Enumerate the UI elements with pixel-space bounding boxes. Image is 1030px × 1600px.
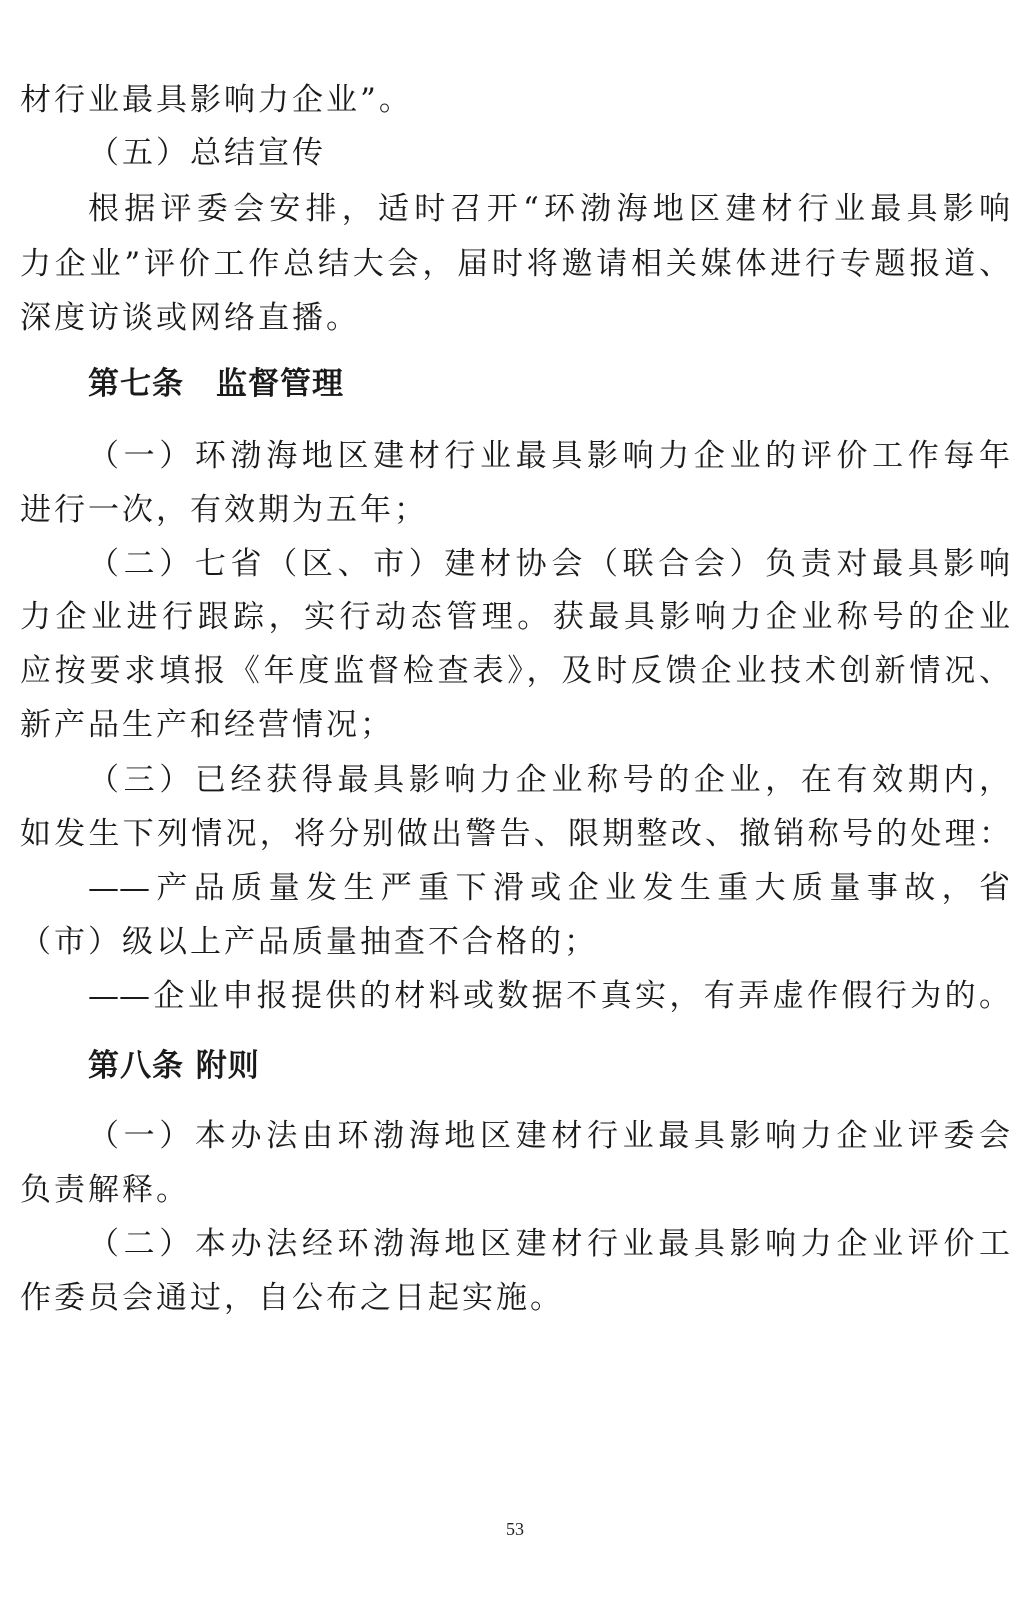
- text-line: （三）已经获得最具影响力企业称号的企业，在有效期内，: [88, 762, 1010, 798]
- text-line: 应按要求填报《年度监督检查表》，及时反馈企业技术创新情况、: [20, 653, 1010, 689]
- text-line: 如发生下列情况，将分别做出警告、限期整改、撤销称号的处理：: [20, 816, 1010, 852]
- section-item-5: （五）总结宣传: [88, 135, 326, 171]
- text-line: 进行一次，有效期为五年；: [20, 492, 428, 528]
- text-line: 新产品生产和经营情况；: [20, 707, 394, 743]
- text-line: 负责解释。: [20, 1172, 190, 1208]
- article-7-heading: 第七条 监督管理: [88, 366, 344, 402]
- text-line: （二）七省（区、市）建材协会（联合会）负责对最具影响: [88, 546, 1010, 582]
- text-line: 深度访谈或网络直播。: [20, 300, 360, 336]
- text-line: 力企业进行跟踪，实行动态管理。获最具影响力企业称号的企业: [20, 599, 1010, 635]
- text-line: 作委员会通过，自公布之日起实施。: [20, 1280, 564, 1316]
- text-line: 材行业最具影响力企业”。: [20, 82, 413, 118]
- page-number: 53: [506, 1519, 524, 1539]
- text-line: 根据评委会安排，适时召开“环渤海地区建材行业最具影响: [88, 191, 1010, 227]
- text-line: （一）本办法由环渤海地区建材行业最具影响力企业评委会: [88, 1118, 1010, 1154]
- text-line: （一）环渤海地区建材行业最具影响力企业的评价工作每年: [88, 438, 1010, 474]
- article-8-heading: 第八条 附则: [88, 1048, 260, 1084]
- text-line: （二）本办法经环渤海地区建材行业最具影响力企业评价工: [88, 1226, 1010, 1262]
- text-line: ——企业申报提供的材料或数据不真实，有弄虚作假行为的。: [88, 978, 1010, 1014]
- text-line: ——产品质量发生严重下滑或企业发生重大质量事故，省: [88, 870, 1010, 906]
- text-line: （市）级以上产品质量抽查不合格的；: [20, 924, 598, 960]
- text-line: 力企业”评价工作总结大会，届时将邀请相关媒体进行专题报道、: [20, 246, 1010, 282]
